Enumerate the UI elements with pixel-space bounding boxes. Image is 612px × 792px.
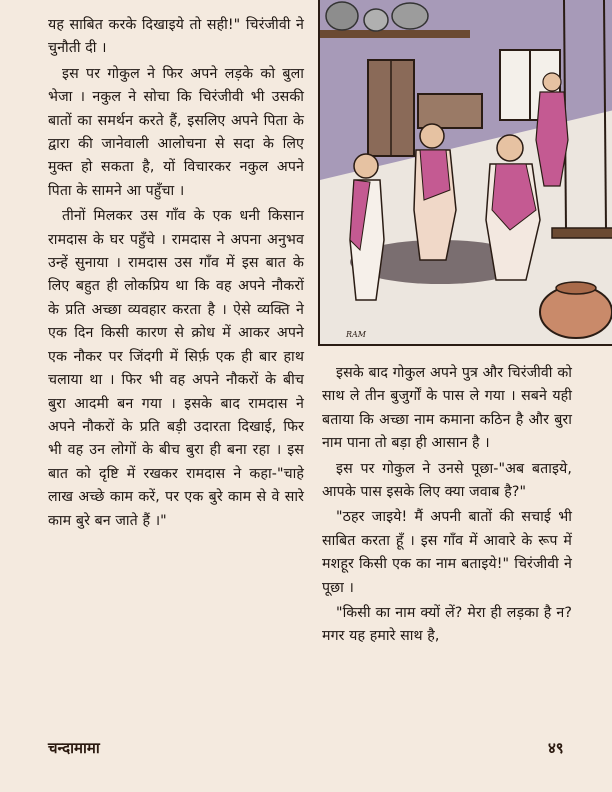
illustration-drawing xyxy=(320,0,612,346)
paragraph: "ठहर जाइये! मैं अपनी बातों की सचाई भी साबित करता हूँ । इस गाँव में आवारे के रूप में मशहूर किसी एक का नाम बताइये!" चिरंजीवी ने पूछा । xyxy=(322,509,572,596)
paragraph: यह साबित करके दिखाइये तो सही!" चिरंजीवी ने चुनौती दी । xyxy=(48,17,304,57)
paragraph: इस पर गोकुल ने फिर अपने लड़के को बुला भेजा । नकुल ने सोचा कि चिरंजीवी भी उसकी बातों का समर्थन करते हैं, इसलिए अपने पिता के द्वारा की जानेवाली आलोचना से सदा के लिए मुक्त हो सकता है, यों विचारकर नकुल अपने पिता के सामने आ पहुँचा । xyxy=(48,65,304,199)
paragraph: "किसी का नाम क्यों लें? मेरा ही लड़का है न? मगर यह हमारे साथ है, xyxy=(322,605,572,645)
paragraph: इस पर गोकुल ने उनसे पूछा-"अब बताइये, आपके पास इसके लिए क्या जवाब है?" xyxy=(322,460,572,501)
magazine-name: चन्दामामा xyxy=(48,739,100,757)
story-illustration xyxy=(318,0,612,346)
left-text-column xyxy=(48,14,304,533)
page-number: ४९ xyxy=(548,739,564,757)
paragraph: इसके बाद गोकुल अपने पुत्र और चिरंजीवी को साथ ले तीन बुजुर्गों के पास ले गया । सबने यही बताया कि अच्छा नाम कमाना कठिन है और बुरा नाम पाना तो बड़ा ही आसान है । xyxy=(322,365,572,452)
artist-signature: RAM xyxy=(346,330,366,339)
right-text-column xyxy=(322,362,572,649)
paragraph: तीनों मिलकर उस गाँव के एक धनी किसान रामदास के घर पहुँचे । रामदास ने अपना अनुभव उन्हें सुनाया । रामदास उस गाँव में इस बात के लिए बहुत ही लोकप्रिय था कि वह अपने नौकरों के प्रति अच्छा व्यवहार करता है । ऐसे व्यक्ति ने एक दिन किसी कारण से क्रोध में आकर अपने एक नौकर पर जिंदगी में सिर्फ़ एक ही बार हाथ चलाया था । फिर भी वह अपने नौकरों के बीच बुरा आदमी बन गया । इसके बाद रामदास ने अपने नौकरों के प्रति बड़ी उदारता दिखाई, फिर भी वह उन लोगों के बीच बुरा ही बना रहा । इस बात को दृष्टि में रखकर रामदास ने कहा-"चाहे लाख अच्छे काम करें, पर एक बुरे काम से वे सारे काम बुरे बन जाते हैं ।" xyxy=(48,208,304,529)
